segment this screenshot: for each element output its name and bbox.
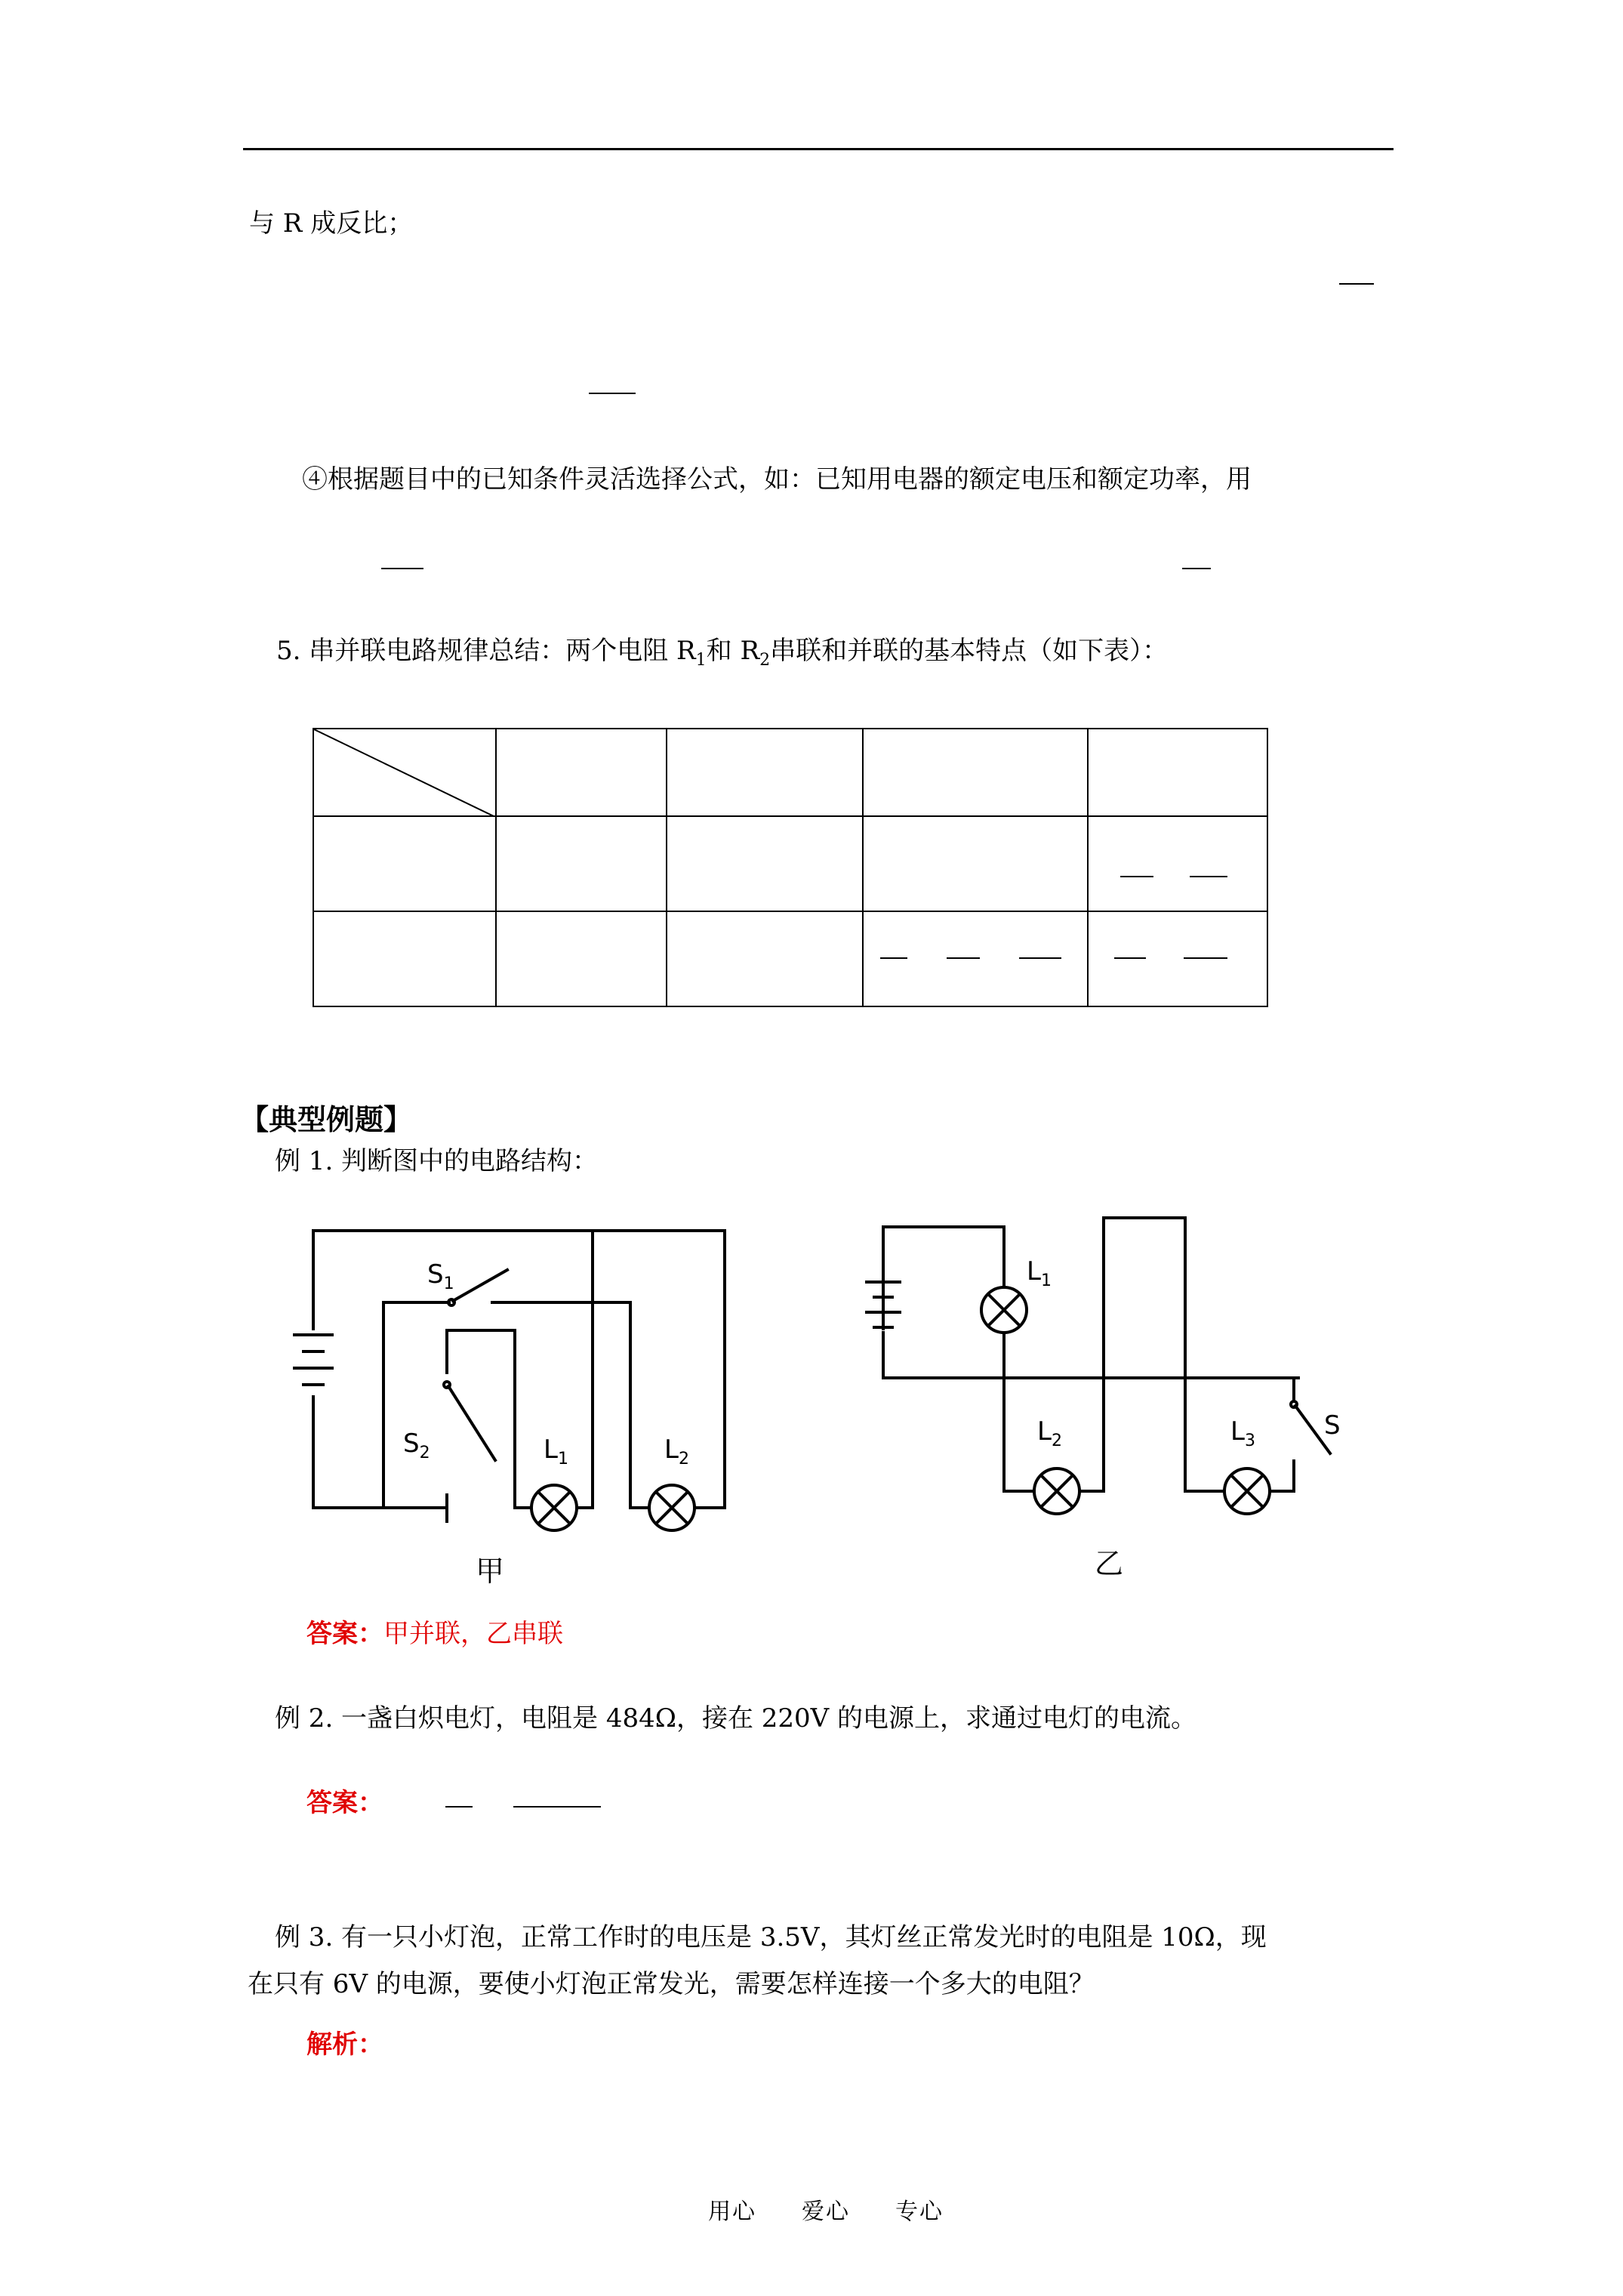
footer-item: 用心 bbox=[708, 2199, 756, 2225]
lamp-l3-icon bbox=[1224, 1469, 1270, 1514]
header-rule bbox=[243, 148, 1394, 150]
switch-s2-icon bbox=[444, 1382, 495, 1460]
section-5-heading: 5. 串并联电路规律总结：两个电阻 $R_1$和 $R_2$串联和并联的基本特点（如下表）： bbox=[276, 636, 1169, 670]
fraction-bar bbox=[589, 393, 636, 394]
table-row bbox=[313, 816, 1267, 911]
fraction-bar bbox=[880, 957, 907, 959]
fraction-bar bbox=[1114, 957, 1146, 959]
continuation-text: 与 R 成反比； bbox=[249, 208, 414, 239]
label-l2-b: $L_2$ bbox=[1037, 1416, 1062, 1450]
fraction-bar bbox=[445, 1806, 473, 1808]
answer-label: 答案： bbox=[306, 1619, 383, 1649]
fraction-bar bbox=[1184, 957, 1227, 959]
series-parallel-table bbox=[313, 728, 1268, 1007]
example-1-answer: 答案：甲并联，乙串联 bbox=[306, 1619, 563, 1649]
fraction-bar bbox=[513, 1806, 601, 1808]
lamp-l2-icon bbox=[1034, 1469, 1079, 1514]
table-corner-cell bbox=[313, 729, 496, 816]
label-s2: $S_2$ bbox=[403, 1428, 430, 1462]
example-3-line-1: 例 3. 有一只小灯泡，正常工作时的电压是 3.5V，其灯丝正常发光时的电阻是 10Ω，现 bbox=[275, 1922, 1267, 1952]
label-l1-b: $L_1$ bbox=[1027, 1256, 1052, 1290]
lamp-l2-icon bbox=[649, 1485, 694, 1530]
fraction-bar bbox=[1019, 957, 1061, 959]
footer-item: 专心 bbox=[895, 2199, 944, 2225]
example-2-question: 例 2. 一盏白炽电灯，电阻是 484Ω，接在 220V 的电源上，求通过电灯的电流。 bbox=[275, 1703, 1197, 1734]
fraction-bar bbox=[1120, 876, 1153, 877]
lamp-l1-icon bbox=[981, 1287, 1027, 1333]
fraction-bar bbox=[947, 957, 980, 959]
circuit-a-caption: 甲 bbox=[476, 1555, 505, 1588]
diagonal-line bbox=[314, 729, 495, 817]
example-3-analysis-label: 解析： bbox=[306, 2029, 383, 2060]
label-s1: $S_1$ bbox=[427, 1259, 454, 1293]
tip-4-text: ④根据题目中的已知条件灵活选择公式，如：已知用电器的额定电压和额定功率，用 bbox=[302, 464, 1252, 495]
example-3-line-2: 在只有 6V 的电源，要使小灯泡正常发光，需要怎样连接一个多大的电阻？ bbox=[248, 1969, 1095, 1999]
fraction-bar bbox=[1190, 876, 1227, 877]
page-footer bbox=[708, 2193, 989, 2226]
example-1-question: 例 1. 判断图中的电路结构： bbox=[275, 1146, 599, 1176]
circuit-b bbox=[867, 1218, 1330, 1514]
switch-s1-icon bbox=[448, 1270, 507, 1305]
label-s-b: S bbox=[1324, 1410, 1341, 1441]
label-l1-a: $L_1$ bbox=[544, 1435, 568, 1469]
circuit-b-caption: 乙 bbox=[1095, 1547, 1124, 1580]
examples-heading: 【典型例题】 bbox=[240, 1102, 413, 1136]
fraction-bar bbox=[1339, 283, 1374, 285]
battery-icon bbox=[294, 1335, 332, 1385]
footer-item: 爱心 bbox=[802, 2199, 850, 2225]
circuit-a bbox=[294, 1231, 725, 1530]
lamp-l1-icon bbox=[531, 1485, 577, 1530]
example-2-answer-label: 答案： bbox=[306, 1788, 383, 1818]
table-row bbox=[313, 911, 1267, 1006]
fraction-bar bbox=[1182, 568, 1211, 569]
table-row bbox=[313, 729, 1267, 816]
label-l2-a: $L_2$ bbox=[664, 1435, 689, 1469]
label-l3-b: $L_3$ bbox=[1230, 1416, 1255, 1450]
fraction-bar bbox=[381, 568, 423, 569]
